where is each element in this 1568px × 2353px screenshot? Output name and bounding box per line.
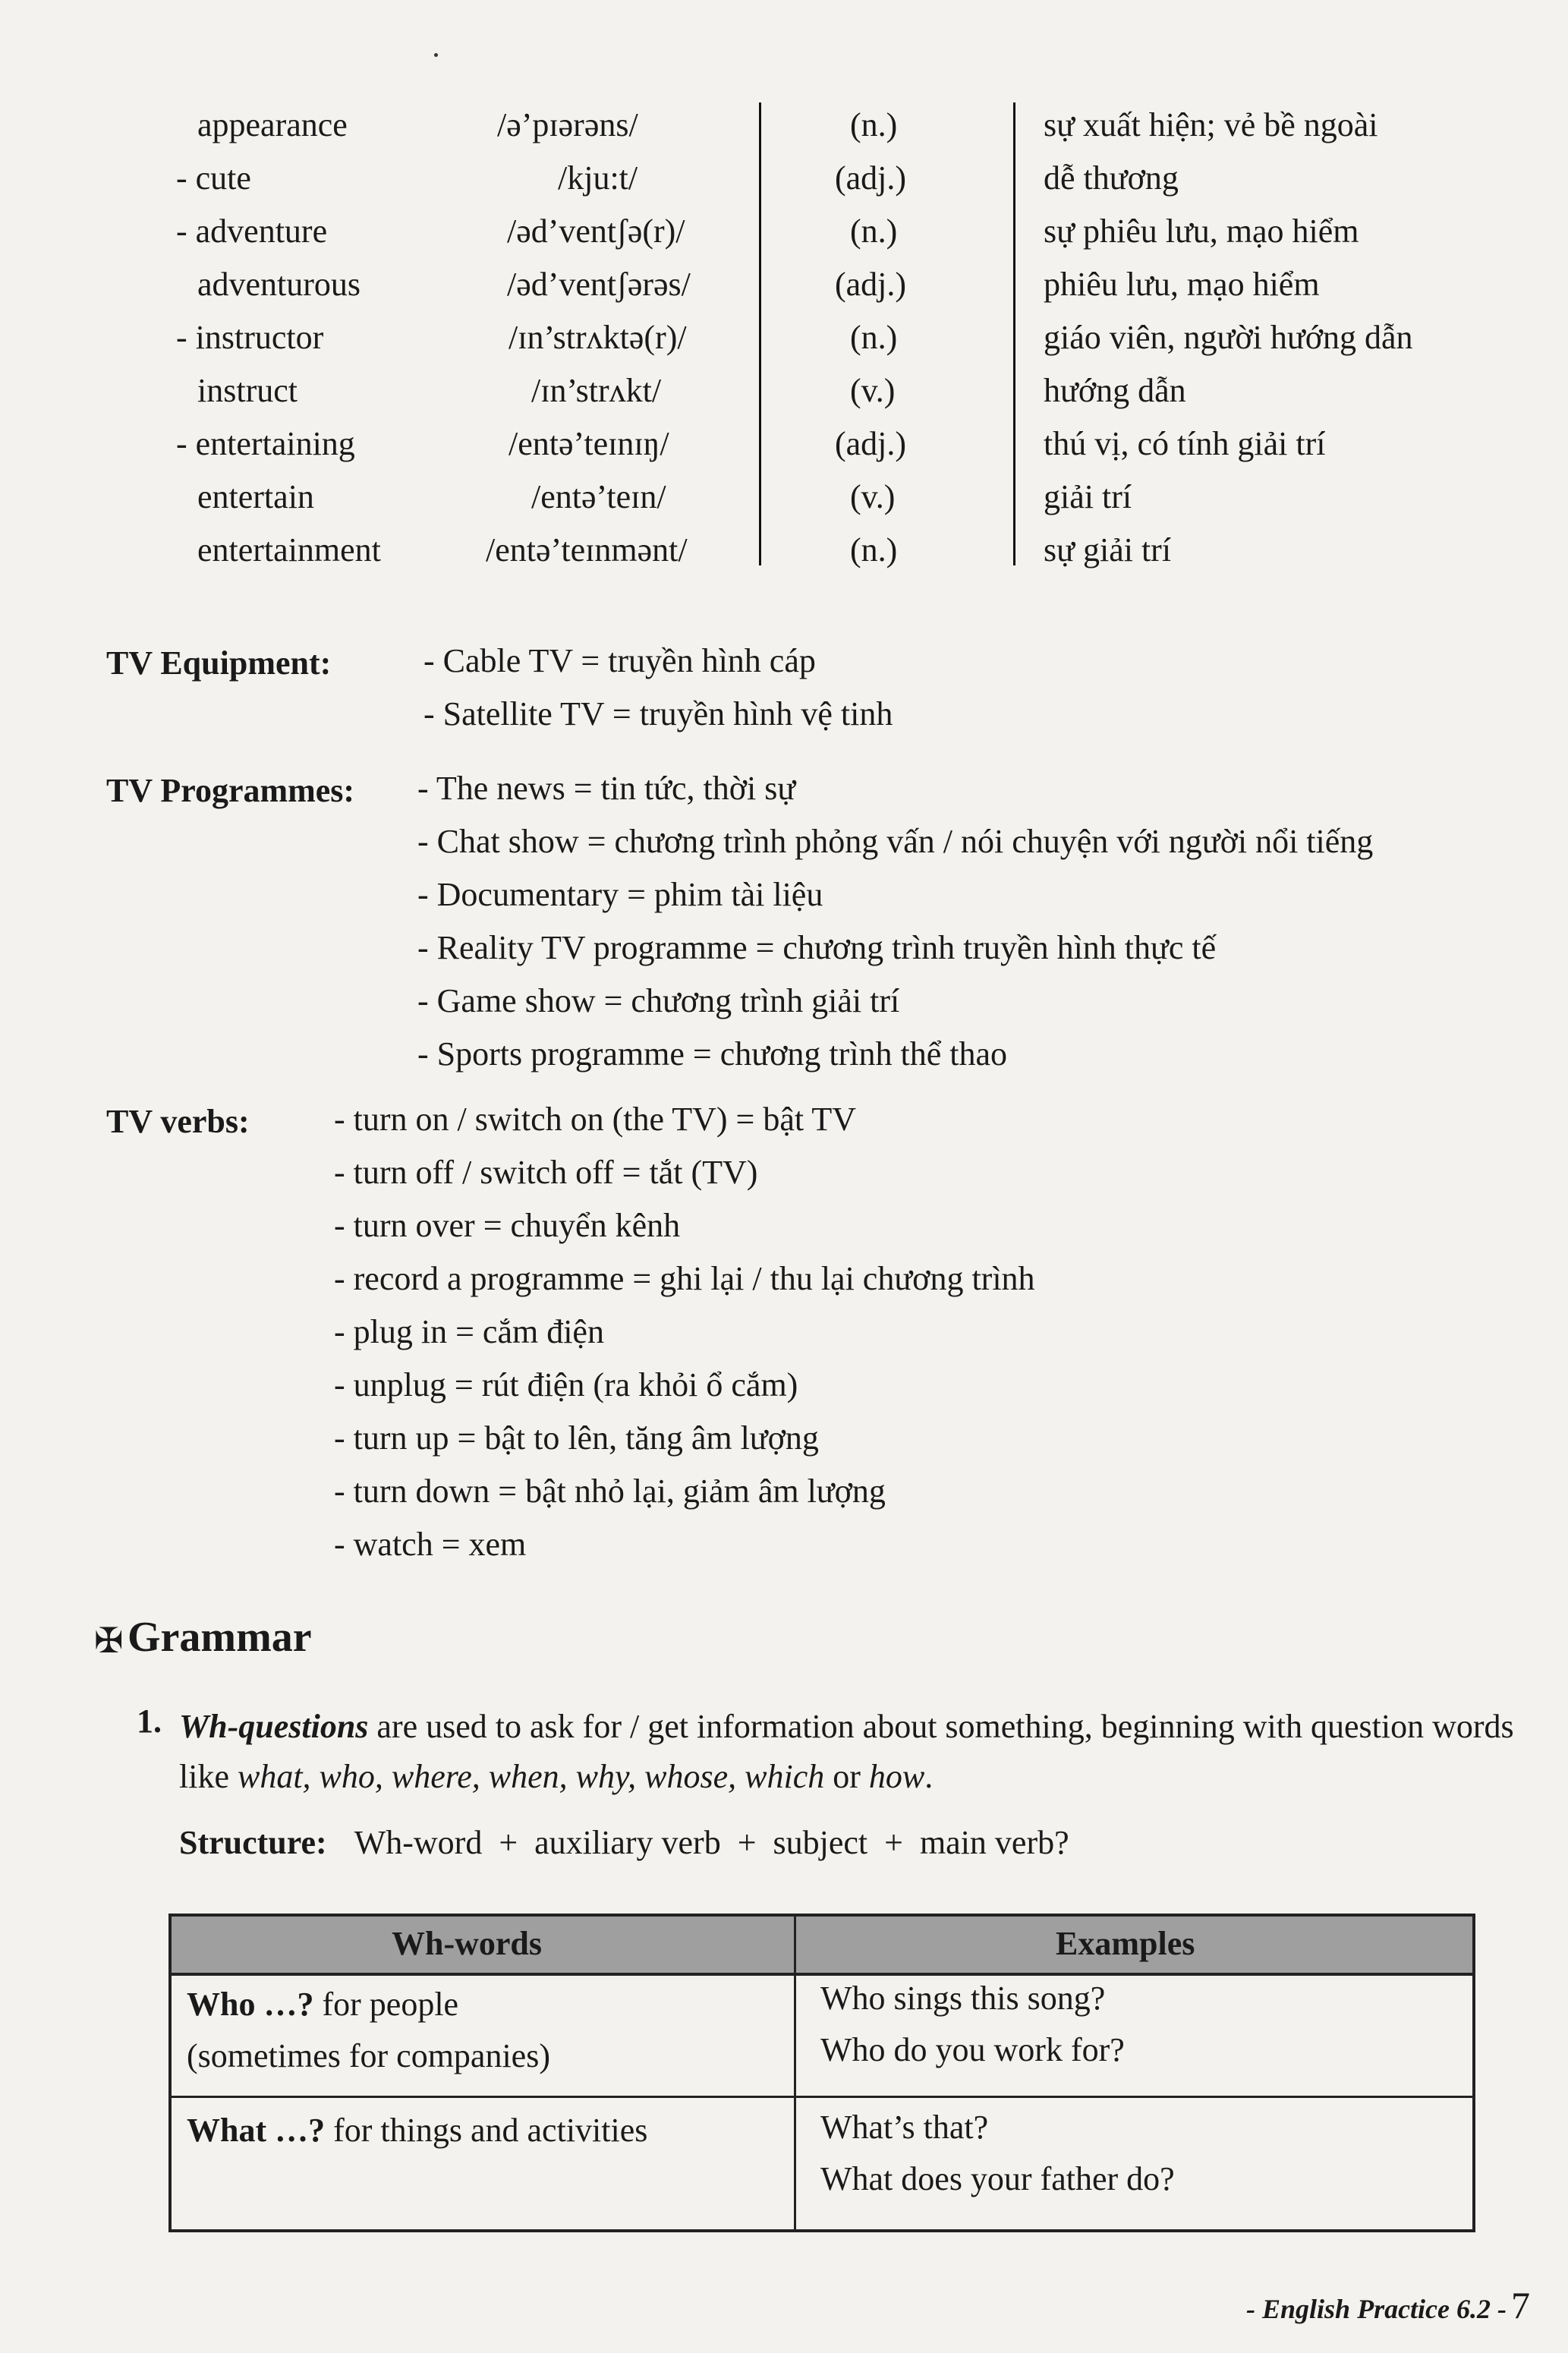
table-header: [172, 1917, 1472, 1976]
column-header: Wh-words: [392, 1925, 543, 1962]
list-item: - Chat show = chương trình phỏng vấn / nói chuyện với người nổi tiếng: [417, 823, 1374, 860]
example-sentence: Who sings this song?: [820, 1980, 1106, 2017]
list-item: - Reality TV programme = chương trình truyền hình thực tế: [417, 929, 1217, 966]
list-item: - turn down = bật nhỏ lại, giảm âm lượng: [334, 1473, 886, 1510]
vocab-meaning: sự giải trí: [1044, 531, 1172, 569]
column-divider: [759, 102, 761, 565]
vocab-pos: (adj.): [835, 159, 907, 197]
point-text: are used to ask for / get information about something, beginning with question words like: [179, 1708, 1514, 1795]
vocab-word: entertainment: [197, 531, 381, 569]
vocab-pos: (n.): [850, 106, 898, 143]
vocab-meaning: hướng dẫn: [1044, 372, 1186, 409]
vocab-pos: (adj.): [835, 425, 907, 462]
vocab-pos: (n.): [850, 213, 898, 250]
section-label: TV Programmes:: [106, 772, 355, 809]
grammar-paragraph: [179, 1702, 1526, 1802]
list-item: - plug in = cắm điện: [334, 1313, 604, 1350]
vocab-phonetic: /kju:t/: [558, 159, 638, 197]
vocab-phonetic: /ɪn’strʌkt/: [531, 372, 662, 409]
vocab-word: - adventure: [176, 213, 328, 250]
vocab-meaning: giải trí: [1044, 478, 1132, 515]
list-item: - turn on / switch on (the TV) = bật TV: [334, 1101, 856, 1138]
list-item: - Game show = chương trình giải trí: [417, 982, 900, 1019]
vocab-phonetic: /entə’teɪnmənt/: [486, 531, 688, 569]
wh-word: What …?: [187, 2112, 326, 2149]
vocab-phonetic: /entə’teɪn/: [531, 478, 666, 515]
book-title: - English Practice 6.2 -: [1246, 2294, 1507, 2324]
example-sentence: What’s that?: [820, 2109, 989, 2146]
table-cell: [187, 2105, 647, 2156]
example-sentence: Who do you work for?: [820, 2031, 1125, 2068]
grammar-heading: Grammar: [128, 1614, 312, 1661]
list-item: - Satellite TV = truyền hình vệ tinh: [423, 695, 893, 732]
page-number: 7: [1511, 2284, 1530, 2326]
list-item: - The news = tin tức, thời sự: [417, 770, 796, 807]
list-item: - turn off / switch off = tắt (TV): [334, 1154, 758, 1191]
structure-formula: Wh-word + auxiliary verb + subject + main verb?: [354, 1824, 1069, 1861]
vocab-pos: (n.): [850, 319, 898, 356]
point-examples: how: [868, 1758, 925, 1795]
vocab-word: entertain: [197, 478, 314, 515]
list-item: - Cable TV = truyền hình cáp: [423, 642, 816, 679]
list-item: - watch = xem: [334, 1526, 527, 1563]
list-item: - record a programme = ghi lại / thu lại chương trình: [334, 1260, 1035, 1297]
wh-use: (sometimes for companies): [187, 2037, 550, 2074]
structure-line: [179, 1823, 1069, 1862]
vocab-meaning: phiêu lưu, mạo hiểm: [1044, 266, 1320, 303]
vocab-phonetic: /əd’ventʃə(r)/: [507, 213, 685, 250]
point-term: Wh-questions: [179, 1708, 369, 1745]
vocab-word: appearance: [197, 106, 348, 143]
structure-label: Structure:: [179, 1824, 327, 1861]
table-cell: [187, 1979, 458, 2030]
tv-equipment-section: [106, 644, 1533, 750]
wh-word: Who …?: [187, 1986, 314, 2023]
wh-use: for things and activities: [325, 2112, 648, 2149]
wh-use: for people: [313, 1986, 459, 2023]
cross-icon: ✠: [94, 1621, 124, 1660]
tv-programmes-section: [106, 771, 1533, 1098]
vocab-word: - cute: [176, 159, 251, 197]
row-divider: [172, 2096, 1472, 2098]
vocab-phonetic: /əd’ventʃərəs/: [507, 266, 691, 303]
point-text: .: [924, 1758, 934, 1795]
list-item: - turn up = bật to lên, tăng âm lượng: [334, 1419, 819, 1457]
vocab-phonetic: /entə’teɪnɪŋ/: [508, 425, 669, 462]
vocab-meaning: dễ thương: [1044, 159, 1179, 197]
list-item: - turn over = chuyển kênh: [334, 1207, 681, 1244]
vocab-meaning: sự phiêu lưu, mạo hiểm: [1044, 213, 1359, 250]
vocab-phonetic: /ɪn’strʌktə(r)/: [508, 319, 687, 356]
list-item: - Sports programme = chương trình thể thao: [417, 1035, 1008, 1073]
vocab-pos: (v.): [850, 372, 896, 409]
example-sentence: What does your father do?: [820, 2160, 1175, 2197]
vocab-meaning: giáo viên, người hướng dẫn: [1044, 319, 1413, 356]
vocab-phonetic: /ə’pɪərəns/: [497, 106, 638, 143]
vocab-pos: (v.): [850, 478, 896, 515]
point-number: 1.: [137, 1703, 162, 1740]
vocab-meaning: thú vị, có tính giải trí: [1044, 425, 1326, 462]
point-text: or: [824, 1758, 869, 1795]
vocab-word: adventurous: [197, 266, 361, 303]
vocab-word: instruct: [197, 372, 298, 409]
vocab-pos: (n.): [850, 531, 898, 569]
vocab-meaning: sự xuất hiện; vẻ bề ngoài: [1044, 106, 1378, 143]
wh-words-table: [168, 1914, 1475, 2232]
column-divider: [794, 1917, 796, 2229]
column-header: Examples: [1056, 1925, 1195, 1962]
section-label: TV Equipment:: [106, 644, 332, 682]
stray-mark: [434, 53, 438, 57]
vocab-pos: (adj.): [835, 266, 907, 303]
tv-verbs-section: [106, 1102, 1533, 1595]
vocab-word: - instructor: [176, 319, 324, 356]
vocab-word: - entertaining: [176, 425, 355, 462]
section-label: TV verbs:: [106, 1103, 250, 1140]
point-examples: what, who, where, when, why, whose, which: [237, 1758, 825, 1795]
column-divider: [1013, 102, 1015, 565]
page-footer: [1246, 2283, 1530, 2327]
list-item: - Documentary = phim tài liệu: [417, 876, 823, 913]
list-item: - unplug = rút điện (ra khỏi ổ cắm): [334, 1366, 798, 1403]
